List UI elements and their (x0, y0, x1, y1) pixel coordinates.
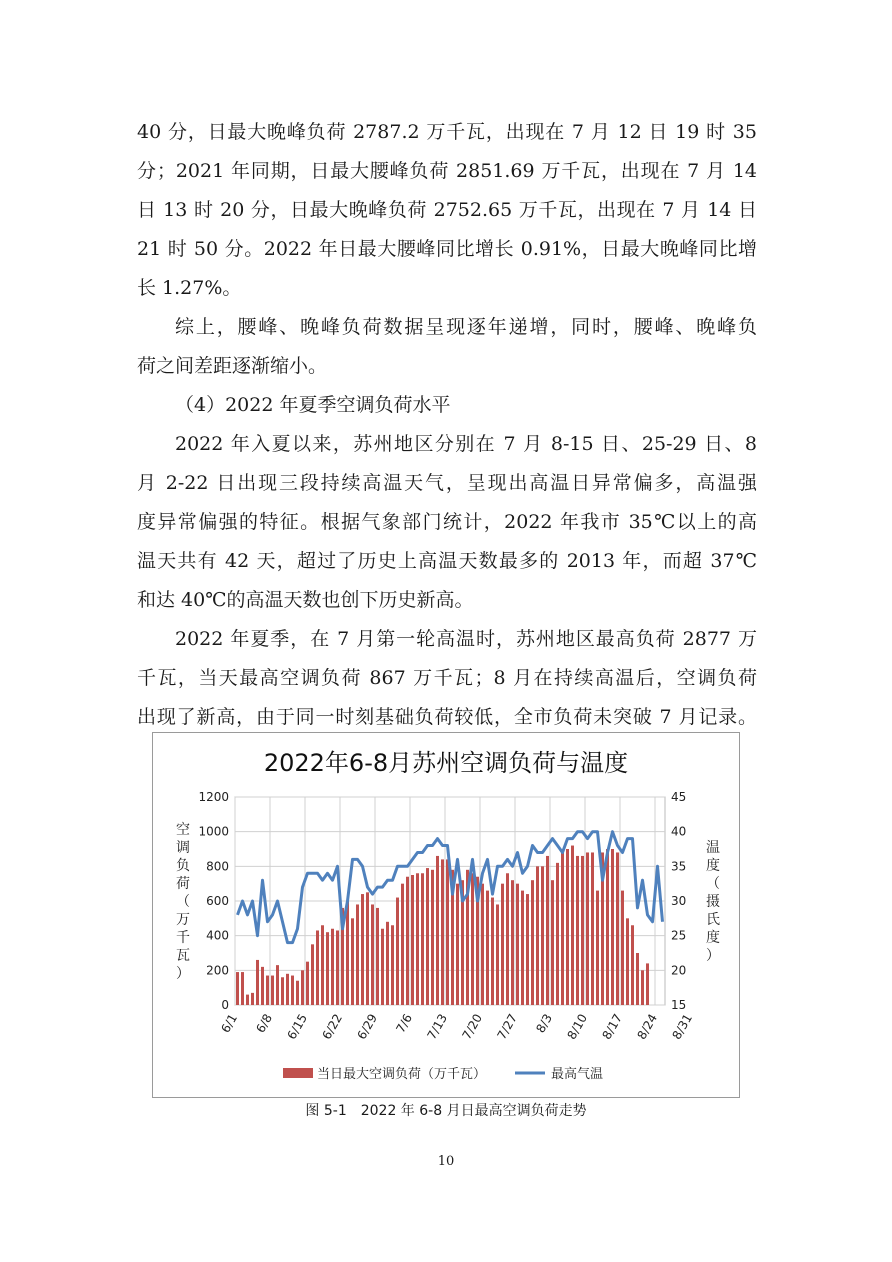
bar (551, 880, 554, 1005)
y-tick-label: 800 (206, 859, 229, 874)
bar (456, 884, 459, 1005)
bar (636, 953, 639, 1005)
bar (361, 894, 364, 1005)
bar (431, 870, 434, 1005)
axis-label-char: 万 (176, 912, 190, 928)
axis-label-char: 度 (706, 858, 720, 874)
bar (296, 981, 299, 1005)
x-tick-label: 8/31 (669, 1011, 696, 1042)
axis-label-char: 负 (176, 858, 190, 874)
axis-label-char: 千 (176, 930, 190, 946)
axis-label-char: 空 (176, 822, 190, 838)
chart-frame (152, 732, 740, 1098)
paragraph-3 (137, 425, 757, 620)
bar (371, 904, 374, 1005)
bar (321, 925, 324, 1005)
y-tick-label: 1200 (198, 790, 229, 804)
x-tick-label: 6/15 (284, 1011, 311, 1042)
bar (521, 891, 524, 1005)
text-line: 月 2-22 日出现三段持续高温天气，呈现出高温日异常偏多，高温强 (137, 472, 757, 494)
bar (621, 891, 624, 1005)
bar (396, 898, 399, 1005)
bar (276, 965, 279, 1005)
bar (326, 932, 329, 1005)
y2-tick-label: 35 (671, 859, 687, 874)
y-tick-label: 0 (221, 998, 229, 1012)
bar (426, 868, 429, 1005)
bar (481, 884, 484, 1005)
bar (536, 866, 539, 1005)
text-line: 温天共有 42 天，超过了历史上高温天数最多的 2013 年，而超 37℃ (137, 550, 757, 572)
bar (376, 908, 379, 1005)
bar (436, 856, 439, 1005)
text-line: 长 1.27%。 (137, 277, 242, 299)
y2-tick-label: 25 (671, 928, 687, 943)
bar (571, 846, 574, 1005)
bar (301, 970, 304, 1005)
bar (501, 884, 504, 1005)
bar (391, 925, 394, 1005)
legend-bar-label: 当日最大空调负荷（万千瓦） (317, 1067, 487, 1082)
paragraph-1 (137, 113, 757, 308)
text-line: 荷之间差距逐渐缩小。 (137, 355, 328, 377)
y2-tick-label: 15 (671, 998, 687, 1012)
bar (346, 901, 349, 1005)
text-line: 分；2021 年同期，日最大腰峰负荷 2851.69 万千瓦，出现在 7 月 14 (137, 160, 757, 182)
figure-caption: 图 5-1 2022 年 6-8 月日最高空调负荷走势 (305, 1103, 587, 1119)
y2-axis-label (706, 840, 720, 964)
bar (266, 976, 269, 1005)
bar (586, 852, 589, 1005)
bar (531, 880, 534, 1005)
y2-tick-label: 45 (671, 790, 687, 804)
bar (261, 967, 264, 1005)
axis-label-char: 荷 (176, 876, 190, 892)
axis-label-char: 温 (706, 840, 720, 856)
bar (386, 922, 389, 1005)
bar (241, 972, 244, 1005)
x-tick-label: 7/13 (424, 1011, 451, 1042)
text-line: 千瓦，当天最高空调负荷 867 万千瓦；8 月在持续高温后，空调负荷 (137, 667, 757, 689)
bar (606, 849, 609, 1005)
axis-label-char: ） (706, 948, 720, 964)
bar (616, 852, 619, 1005)
bar (316, 930, 319, 1005)
y2-tick-label: 40 (671, 824, 687, 839)
bar (526, 894, 529, 1005)
bar (626, 918, 629, 1005)
x-axis-ticks (218, 1012, 695, 1042)
bar (351, 918, 354, 1005)
bar (331, 929, 334, 1005)
text-line: 出现了新高，由于同一时刻基础负荷较低，全市负荷未突破 7 月记录。 (137, 706, 757, 728)
legend-line-label: 最高气温 (551, 1067, 604, 1082)
text-line: 2022 年入夏以来，苏州地区分别在 7 月 8-15 日、25-29 日、8 (175, 433, 757, 455)
axis-label-char: 调 (176, 840, 190, 856)
x-tick-label: 6/29 (354, 1011, 381, 1042)
page-number: 10 (437, 1154, 455, 1169)
bar (576, 856, 579, 1005)
bar (441, 859, 444, 1005)
axis-label-char: （ (706, 876, 720, 892)
axis-label-char: 氏 (706, 912, 720, 928)
text-line: 2022 年夏季，在 7 月第一轮高温时，苏州地区最高负荷 2877 万 (175, 628, 757, 650)
bar (506, 873, 509, 1005)
x-tick-label: 8/10 (564, 1011, 591, 1042)
bar (591, 852, 594, 1005)
text-line: 和达 40℃的高温天数也创下历史新高。 (137, 589, 474, 611)
bar (366, 892, 369, 1005)
paragraph-4 (137, 620, 757, 737)
x-tick-label: 6/1 (218, 1011, 241, 1036)
bar (486, 891, 489, 1005)
bar (291, 976, 294, 1005)
axis-label-char: （ (176, 894, 190, 910)
bar (491, 898, 494, 1005)
bar (381, 929, 384, 1005)
bar (246, 995, 249, 1005)
y2-tick-label: 30 (671, 894, 687, 908)
x-tick-label: 6/8 (253, 1011, 276, 1036)
bar (581, 856, 584, 1005)
x-tick-label: 7/6 (393, 1011, 416, 1036)
x-tick-label: 8/3 (533, 1011, 556, 1036)
bar (411, 875, 414, 1005)
x-tick-label: 7/20 (459, 1011, 486, 1042)
axis-label-char: 度 (706, 930, 720, 946)
chart (153, 733, 739, 1097)
bar (641, 970, 644, 1005)
bar (271, 976, 274, 1005)
y-axis-ticks (198, 790, 229, 1012)
bar (646, 963, 649, 1005)
bar (286, 974, 289, 1005)
bar (281, 977, 284, 1005)
x-tick-label: 8/17 (599, 1011, 626, 1042)
y2-axis-ticks (671, 790, 686, 1012)
text-line: 21 时 50 分。2022 年日最大腰峰同比增长 0.91%，日最大晚峰同比增 (137, 238, 757, 260)
y-tick-label: 200 (206, 963, 229, 978)
legend-bar-swatch (283, 1068, 313, 1078)
text-line: 40 分，日最大晚峰负荷 2787.2 万千瓦，出现在 7 月 12 日 19 时 35 (137, 121, 757, 143)
bar (631, 925, 634, 1005)
bar (401, 884, 404, 1005)
bar (311, 944, 314, 1005)
bar (416, 873, 419, 1005)
bar (406, 877, 409, 1005)
y-tick-label: 1000 (198, 824, 229, 839)
y-tick-label: 600 (206, 894, 229, 908)
bar (251, 993, 254, 1005)
bar (556, 863, 559, 1005)
y-tick-label: 400 (206, 928, 229, 943)
section-heading (137, 386, 757, 425)
paragraph-2 (137, 308, 757, 386)
bar (446, 859, 449, 1005)
bar (516, 884, 519, 1005)
bar (236, 972, 239, 1005)
text-line: 综上，腰峰、晚峰负荷数据呈现逐年递增，同时，腰峰、晚峰负 (175, 316, 757, 338)
bar (561, 852, 564, 1005)
section-heading-text: （4）2022 年夏季空调负荷水平 (175, 394, 451, 416)
bar (511, 880, 514, 1005)
bar (421, 873, 424, 1005)
bar (546, 856, 549, 1005)
bar (256, 960, 259, 1005)
axis-label-char: ） (176, 966, 190, 982)
bar (566, 849, 569, 1005)
bar (596, 891, 599, 1005)
bar (471, 873, 474, 1005)
x-tick-label: 6/22 (319, 1011, 346, 1042)
y2-tick-label: 20 (671, 963, 687, 978)
y-axis-label (176, 821, 190, 982)
bar (496, 904, 499, 1005)
x-tick-label: 7/27 (494, 1011, 521, 1042)
legend (283, 1066, 603, 1082)
x-tick-label: 8/24 (634, 1011, 661, 1042)
bar (306, 962, 309, 1005)
bar (541, 866, 544, 1005)
bar (336, 930, 339, 1005)
text-line: 度异常偏强的特征。根据气象部门统计，2022 年我市 35℃以上的高 (137, 511, 757, 533)
chart-title: 2022年6-8月苏州空调负荷与温度 (263, 749, 629, 777)
text-line: 日 13 时 20 分，日最大晚峰负荷 2752.65 万千瓦，出现在 7 月 14 日 (137, 199, 757, 221)
axis-label-char: 摄 (706, 894, 720, 910)
bar (611, 849, 614, 1005)
axis-label-char: 瓦 (176, 948, 190, 964)
bar (356, 904, 359, 1005)
